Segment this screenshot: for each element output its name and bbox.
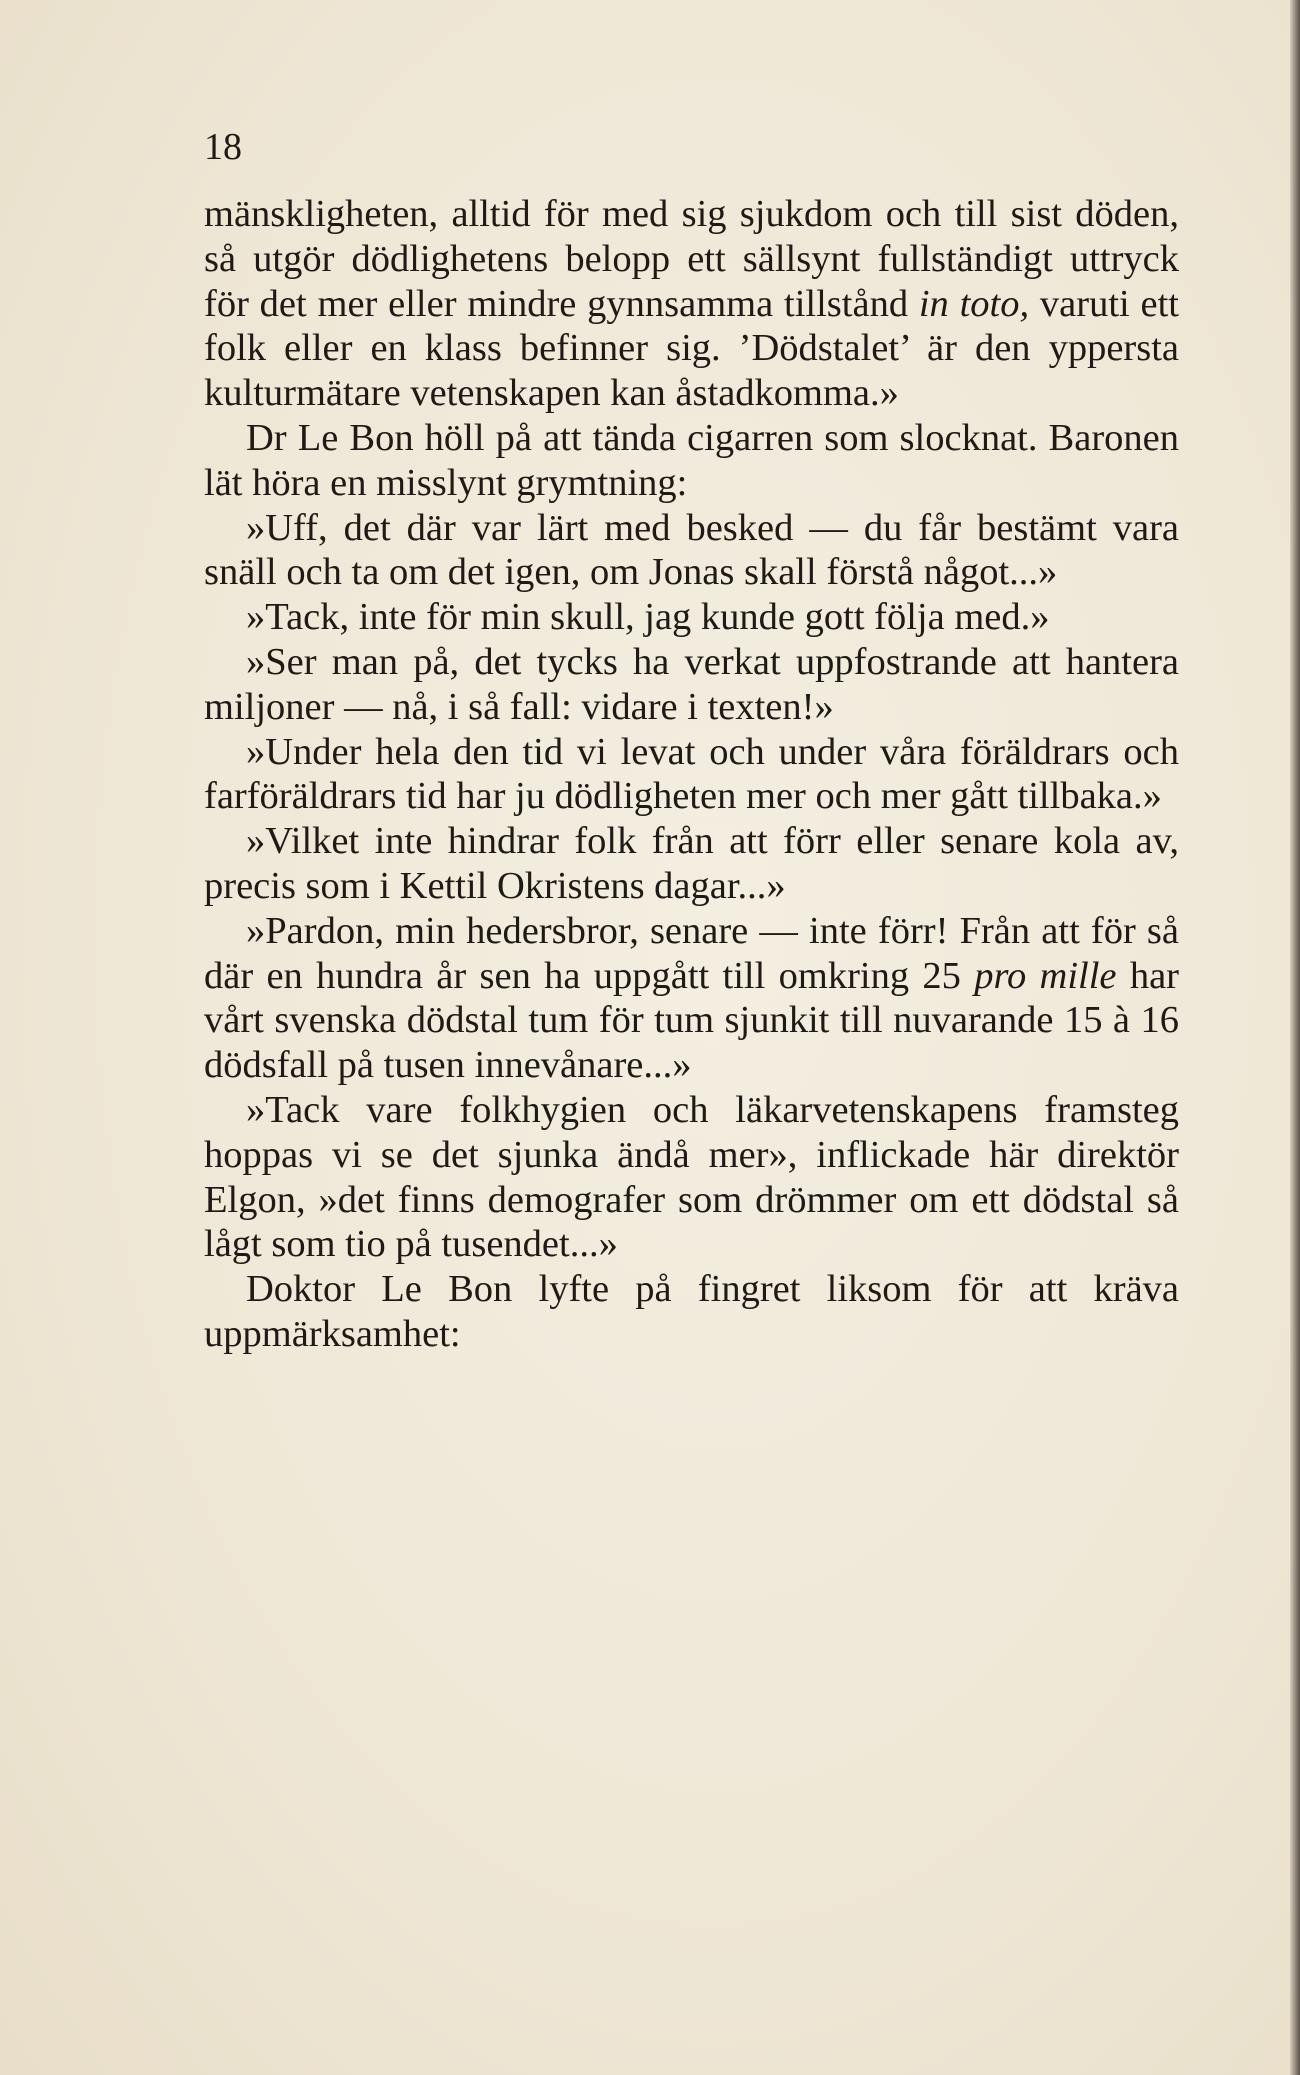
- text-run: Dr Le Bon höll på att tända cigarren som slocknat. Baronen lät höra en misslynt grymtning:: [204, 416, 1179, 504]
- italic-text: pro mille: [974, 954, 1117, 997]
- text-run: »Vilket inte hindrar folk från att förr eller senare kola av, precis som i Kettil Okristens dagar...»: [204, 820, 1179, 907]
- paragraph: [204, 1088, 1179, 1267]
- text-run: »Tack, inte för min skull, jag kunde gott följa med.»: [246, 596, 1050, 639]
- paragraph: [204, 909, 1179, 1088]
- text-run: Doktor Le Bon lyfte på fingret liksom för att kräva uppmärksamhet:: [204, 1268, 1179, 1355]
- italic-text: in toto,: [918, 282, 1030, 325]
- paragraph: [204, 595, 1179, 640]
- text-run: »Ser man på, det tycks ha verkat uppfostrande att hantera miljoner — nå, i så fall: vidare i texten!»: [204, 640, 1179, 728]
- body-text: [204, 192, 1179, 1357]
- paragraph: [204, 506, 1179, 596]
- paragraph: [204, 1267, 1179, 1357]
- text-run: »Under hela den tid vi levat och under våra föräldrars och farföräldrars tid har ju dödligheten mer och mer gått tillbaka.»: [204, 730, 1179, 818]
- text-run: »Tack vare folkhygien och läkarvetenskapens framsteg hoppas vi se det sjunka ändå mer», inflickade här direktör Elgon, »det finns demografer som drömmer om ett dödstal så lågt som tio på tusendet...»: [204, 1088, 1179, 1266]
- page-edge-shadow: [1290, 0, 1300, 2075]
- text-run: »Pardon, min hedersbror, senare — inte förr! Från att för så där en hundra år sen ha uppgått till omkring 25: [204, 909, 1179, 997]
- text-run: »Uff, det där var lärt med besked — du får bestämt vara snäll och ta om det igen, om Jonas skall förstå något...»: [204, 506, 1179, 594]
- paragraph: [204, 819, 1179, 909]
- page-number: 18: [204, 126, 242, 168]
- text-run: varuti ett folk eller en klass befinner sig. ’Dödstalet’ är den yppersta kulturmätare vetenskapen kan åstadkomma.»: [204, 282, 1179, 415]
- paragraph: [204, 640, 1179, 730]
- text-run: har vårt svenska dödstal tum för tum sjunkit till nuvarande 15 à 16 dödsfall på tusen innevånare...»: [204, 954, 1179, 1087]
- paragraph: [204, 192, 1179, 416]
- text-run: mänskligheten, alltid för med sig sjukdom och till sist döden, så utgör dödlighetens belopp ett sällsynt fullständigt uttryck för det mer eller mindre gynnsamma tillstånd: [204, 193, 1179, 325]
- paragraph: [204, 416, 1179, 506]
- paragraph: [204, 730, 1179, 820]
